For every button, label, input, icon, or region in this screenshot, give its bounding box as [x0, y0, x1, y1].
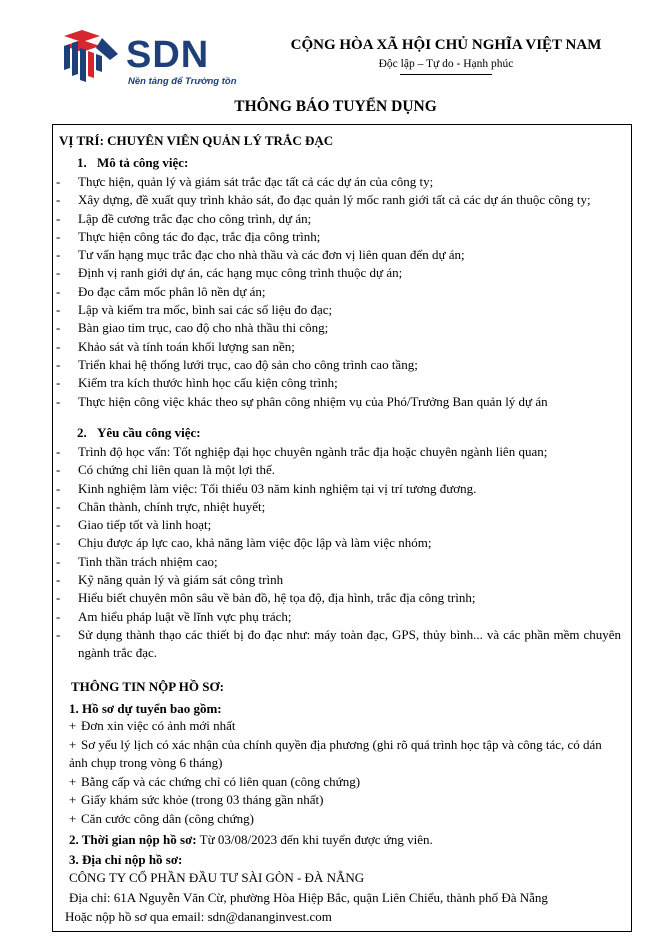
dossier-item-text: Đơn xin việc có ảnh mới nhất [81, 718, 236, 733]
section-2-number: 2. [77, 425, 87, 440]
list-item [53, 393, 627, 411]
dash-bullet: - [56, 480, 61, 496]
dossier-item [69, 736, 619, 773]
sdn-logo-mark-icon [60, 28, 122, 90]
dash-bullet: - [56, 283, 61, 299]
list-item [53, 283, 627, 301]
list-item-text: Lập và kiểm tra mốc, bình sai các số liệu đo đạc; [78, 302, 333, 318]
motto-underline [400, 74, 492, 75]
list-item [53, 228, 627, 246]
list-item-text: Trình độ học vấn: Tốt nghiệp đại học chuyên ngành trắc địa hoặc chuyên ngành liên quan; [78, 444, 548, 459]
list-item-text: Hiểu biết chuyên môn sâu về bản đồ, hệ tọa độ, địa hình, trắc địa công trình; [78, 590, 476, 606]
company-logo [60, 28, 240, 92]
deadline-label: 2. Thời gian nộp hồ sơ: [69, 832, 197, 847]
address-heading [69, 852, 182, 868]
list-item [53, 356, 627, 374]
list-item [53, 516, 627, 534]
list-item-text: Thực hiện, quản lý và giám sát trắc đạc tất cả các dự án của công ty; [78, 174, 434, 189]
list-item-text: Thực hiện công việc khác theo sự phân công nhiệm vụ của Phó/Trưởng Ban quản lý dự án [78, 393, 548, 409]
dash-bullet: - [56, 498, 61, 514]
dossier-item-text: Sơ yếu lý lịch có xác nhận của chính quyền địa phương (ghi rõ quá trình học tập và công tác, có dán ảnh chụp trong vòng 6 tháng) [69, 736, 602, 770]
list-item [53, 553, 627, 571]
dash-bullet: - [56, 192, 61, 208]
list-item-text: Khảo sát và tính toán khối lượng san nền; [78, 338, 295, 354]
list-item [53, 301, 627, 319]
list-item [53, 571, 627, 589]
list-item-text: Chịu được áp lực cao, khả năng làm việc độc lập và làm việc nhóm; [78, 535, 432, 551]
company-name: CÔNG TY CỔ PHẦN ĐẦU TƯ SÀI GÒN - ĐÀ NẴNG [69, 870, 365, 885]
list-item [53, 191, 627, 209]
list-item-text: Chân thành, chính trực, nhiệt huyết; [78, 498, 266, 514]
dossier-item-text: Căn cước công dân (công chứng) [81, 810, 254, 826]
plus-bullet: + [69, 736, 77, 752]
dash-bullet: - [56, 444, 61, 459]
list-item [53, 608, 627, 626]
list-item-text: Tư vấn hạng mục trắc đạc cho nhà thầu và các đơn vị liên quan đến dự án; [78, 247, 465, 263]
list-item [53, 443, 627, 461]
dash-bullet: - [56, 320, 61, 336]
plus-bullet: + [69, 773, 77, 789]
job-position: VỊ TRÍ: CHUYÊN VIÊN QUẢN LÝ TRẮC ĐẠC [59, 133, 334, 148]
section-1-number: 1. [77, 155, 87, 170]
document-title: THÔNG BÁO TUYỂN DỤNG [234, 98, 437, 115]
list-item-text: Định vị ranh giới dự án, các hạng mục công trình thuộc dự án; [78, 265, 403, 281]
dash-bullet: - [56, 462, 61, 478]
plus-bullet: + [69, 718, 77, 733]
list-item [53, 626, 627, 663]
list-item-text: Kỹ năng quản lý và giám sát công trình [78, 572, 284, 588]
dossier-item [69, 791, 619, 810]
logo-tagline: Nền tảng để Trường tồn [128, 76, 237, 87]
list-item-text: Lập đề cương trắc đạc cho công trình, dự án; [78, 210, 312, 226]
application-title: THÔNG TIN NỘP HỒ SƠ: [71, 679, 224, 694]
dash-bullet: - [56, 302, 61, 318]
section-1-heading [77, 155, 188, 171]
list-item-text: Kiểm tra kích thước hình học cấu kiện công trình; [78, 375, 338, 391]
list-item [53, 210, 627, 228]
list-item [53, 173, 627, 191]
list-item-text: Có chứng chỉ liên quan là một lợi thế. [78, 462, 275, 478]
dash-bullet: - [56, 608, 61, 624]
dossier-heading: 1. Hồ sơ dự tuyển bao gồm: [69, 701, 222, 716]
list-item [53, 480, 627, 498]
section-2-heading [77, 425, 201, 441]
list-item-text: Đo đạc cắm mốc phân lô nền dự án; [78, 283, 266, 299]
list-item-text: Bàn giao tim trục, cao độ cho nhà thầu thi công; [78, 320, 329, 336]
dash-bullet: - [56, 535, 61, 551]
list-item-text: Thực hiện công tác đo đạc, trắc địa công trình; [78, 228, 321, 244]
list-item [53, 264, 627, 282]
section-2-title: Yêu cầu công việc: [97, 425, 201, 440]
dash-bullet: - [56, 393, 61, 409]
dash-bullet: - [56, 356, 61, 372]
list-item [53, 589, 627, 607]
dash-bullet: - [56, 247, 61, 263]
national-header [276, 36, 616, 75]
dash-bullet: - [56, 590, 61, 606]
list-item [53, 374, 627, 392]
list-item-text: Triển khai hệ thống lưới trục, cao độ sản cho công trình cao tầng; [78, 356, 418, 372]
job-description-list [53, 173, 627, 411]
dossier-item [69, 717, 619, 736]
dash-bullet: - [56, 228, 61, 244]
nation-motto: Độc lập – Tự do - Hạnh phúc [378, 58, 514, 70]
deadline-line [69, 832, 433, 848]
dossier-item-text: Giấy khám sức khỏe (trong 03 tháng gần nhất) [81, 792, 324, 807]
dash-bullet: - [56, 517, 61, 533]
dossier-item-text: Bằng cấp và các chứng chỉ có liên quan (công chứng) [81, 773, 361, 789]
list-item [53, 498, 627, 516]
company-address: Địa chỉ: 61A Nguyễn Văn Cừ, phường Hòa Hiệp Bắc, quận Liên Chiểu, thành phố Đà Nẵng [69, 890, 548, 905]
dash-bullet: - [56, 572, 61, 588]
dash-bullet: - [56, 338, 61, 354]
nation-title: CỘNG HÒA XÃ HỘI CHỦ NGHĨA VIỆT NAM [290, 37, 602, 53]
list-item-text: Tinh thần trách nhiệm cao; [78, 553, 218, 569]
dash-bullet: - [56, 174, 61, 189]
content-frame [52, 124, 632, 932]
list-item [53, 319, 627, 337]
address-heading-text: 3. Địa chỉ nộp hồ sơ: [69, 852, 183, 867]
section-1-title: Mô tả công việc: [97, 155, 189, 170]
list-item-text: Sử dụng thành thạo các thiết bị đo đạc như: máy toàn đạc, GPS, thủy bình... và các phần mềm chuyên ngành trắc đạc. [78, 626, 621, 661]
list-item-text: Kinh nghiệm làm việc: Tối thiểu 03 năm kinh nghiệm tại vị trí tương đương. [78, 480, 477, 496]
list-item [53, 338, 627, 356]
list-item [53, 461, 627, 479]
list-item [53, 246, 627, 264]
list-item-text: Giao tiếp tốt và linh hoạt; [78, 517, 212, 533]
dossier-list [69, 717, 619, 828]
plus-bullet: + [69, 792, 77, 807]
dash-bullet: - [56, 626, 61, 642]
plus-bullet: + [69, 810, 77, 826]
list-item-text: Am hiểu pháp luật về lĩnh vực phụ trách; [78, 608, 292, 624]
logo-brand: SDN [126, 34, 210, 76]
dash-bullet: - [56, 553, 61, 569]
job-requirements-list [53, 443, 627, 663]
dash-bullet: - [56, 210, 61, 226]
email-line: Hoặc nộp hồ sơ qua email: sdn@dananginvest.com [65, 909, 332, 924]
list-item-text: Xây dựng, đề xuất quy trình khảo sát, đo đạc quản lý mốc ranh giới tất cả các dự án thuộc công ty; [78, 192, 591, 208]
dossier-item [69, 810, 619, 829]
list-item [53, 534, 627, 552]
dash-bullet: - [56, 265, 61, 281]
dossier-item [69, 773, 619, 792]
dash-bullet: - [56, 375, 61, 391]
deadline-value: Từ 03/08/2023 đến khi tuyển được ứng viên. [199, 832, 433, 847]
